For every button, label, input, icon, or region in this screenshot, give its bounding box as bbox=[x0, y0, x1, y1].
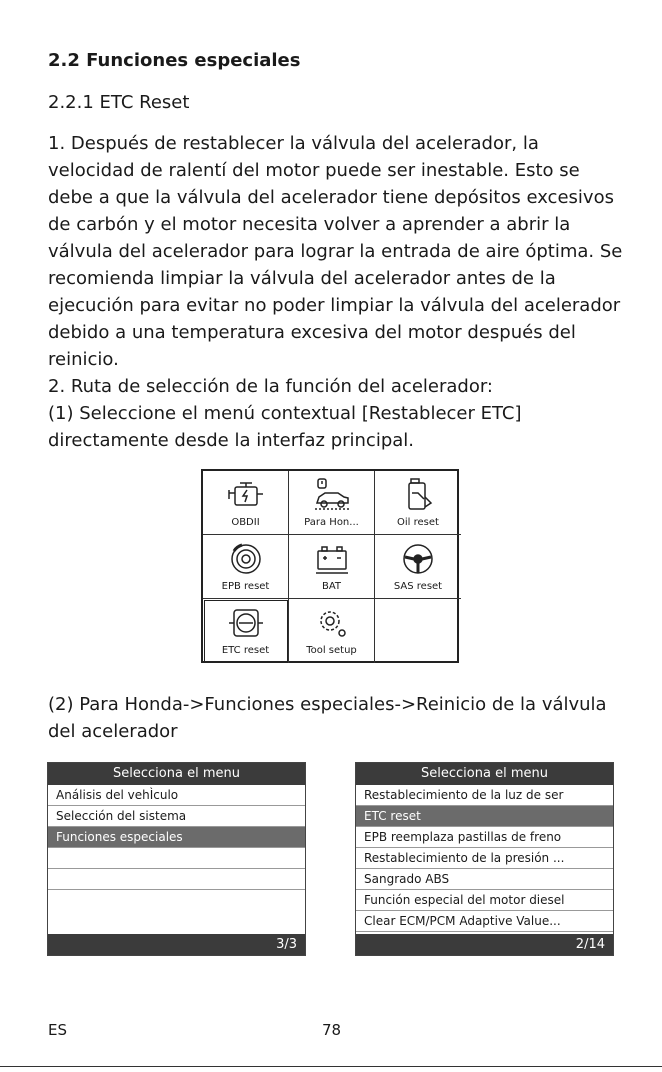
grid-item-label: ETC reset bbox=[221, 645, 270, 656]
menu-page-indicator: 2/14 bbox=[356, 934, 613, 955]
steering-wheel-icon bbox=[398, 541, 438, 577]
menu-page-indicator: 3/3 bbox=[48, 934, 305, 955]
menu-item bbox=[48, 848, 305, 869]
menu-item[interactable]: Clear ECM/PCM Adaptive Value... bbox=[356, 911, 613, 932]
grid-item-label: OBDII bbox=[231, 517, 260, 528]
paragraph-line: debe a que la válvula del acelerador tiene depósitos excesivos bbox=[48, 187, 614, 208]
menu-item[interactable]: Selección del sistema bbox=[48, 806, 305, 827]
paragraph-line: válvula del acelerador para lograr la entrada de aire óptima. Se bbox=[48, 241, 623, 262]
grid-item-label: Tool setup bbox=[306, 645, 357, 656]
grid-item-oil-reset[interactable] bbox=[375, 471, 461, 535]
function-grid bbox=[201, 469, 459, 663]
menu-item[interactable]: Función especial del motor diesel bbox=[356, 890, 613, 911]
menu-header: Selecciona el menu bbox=[48, 763, 305, 785]
oil-can-icon bbox=[398, 477, 438, 513]
paragraph-line: velocidad de ralentí del motor puede ser inestable. Esto se bbox=[48, 160, 580, 181]
grid-item-obdii[interactable] bbox=[203, 471, 289, 535]
step2-text bbox=[48, 691, 628, 745]
menu-header: Selecciona el menu bbox=[356, 763, 613, 785]
step2-line: del acelerador bbox=[48, 721, 178, 742]
grid-item-label: Para Hon... bbox=[304, 517, 359, 528]
menu-screen-left bbox=[47, 762, 306, 956]
grid-item-honda[interactable] bbox=[289, 471, 375, 535]
menu-item[interactable]: Análisis del vehÌculo bbox=[48, 785, 305, 806]
paragraph-line: 1. Después de restablecer la válvula del acelerador, la bbox=[48, 133, 539, 154]
paragraph-line: recomienda limpiar la válvula del acelerador antes de la bbox=[48, 268, 556, 289]
step2-line: (2) Para Honda->Funciones especiales->Reinicio de la válvula bbox=[48, 694, 607, 715]
grid-item-label: BAT bbox=[321, 581, 342, 592]
paragraph-line: ejecución para evitar no poder limpiar la válvula del acelerador bbox=[48, 295, 621, 316]
section-title: 2.2 Funciones especiales bbox=[48, 50, 301, 71]
brake-disc-icon bbox=[226, 541, 266, 577]
grid-item-label: SAS reset bbox=[393, 581, 443, 592]
grid-item-etc-reset[interactable] bbox=[203, 599, 289, 663]
paragraph-line: 2. Ruta de selección de la función del acelerador: bbox=[48, 376, 493, 397]
grid-item-sas-reset[interactable] bbox=[375, 535, 461, 599]
paragraph-line: de carbón y el motor necesita volver a aprender a abrir la bbox=[48, 214, 571, 235]
footer-page-number: 78 bbox=[322, 1021, 342, 1039]
menu-screen-right bbox=[355, 762, 614, 956]
grid-item-empty bbox=[375, 599, 461, 663]
grid-item-epb-reset[interactable] bbox=[203, 535, 289, 599]
footer-language: ES bbox=[48, 1021, 67, 1039]
paragraph-line: directamente desde la interfaz principal. bbox=[48, 430, 415, 451]
menu-item-selected[interactable]: ETC reset bbox=[356, 806, 613, 827]
paragraph-line: reinicio. bbox=[48, 349, 119, 370]
instruction-paragraph bbox=[48, 130, 628, 454]
gear-icon bbox=[312, 605, 352, 641]
grid-item-label: Oil reset bbox=[397, 517, 439, 528]
menu-item[interactable]: Sangrado ABS bbox=[356, 869, 613, 890]
footer-divider bbox=[0, 1066, 662, 1067]
paragraph-line: debido a una temperatura excesiva del motor después del bbox=[48, 322, 576, 343]
menu-item[interactable]: Restablecimiento de la presión ... bbox=[356, 848, 613, 869]
paragraph-line: (1) Seleccione el menú contextual [Restablecer ETC] bbox=[48, 403, 522, 424]
menu-item[interactable]: Restablecimiento de la luz de ser bbox=[356, 785, 613, 806]
car-icon bbox=[312, 477, 352, 513]
menu-item[interactable]: EPB reemplaza pastillas de freno bbox=[356, 827, 613, 848]
menu-item bbox=[48, 869, 305, 890]
grid-item-bat[interactable] bbox=[289, 535, 375, 599]
menu-item-selected[interactable]: Funciones especiales bbox=[48, 827, 305, 848]
throttle-icon bbox=[226, 605, 266, 641]
engine-icon bbox=[226, 477, 266, 513]
grid-item-label: EPB reset bbox=[221, 581, 270, 592]
battery-icon bbox=[312, 541, 352, 577]
section-subtitle: 2.2.1 ETC Reset bbox=[48, 92, 190, 113]
grid-item-tool-setup[interactable] bbox=[289, 599, 375, 663]
